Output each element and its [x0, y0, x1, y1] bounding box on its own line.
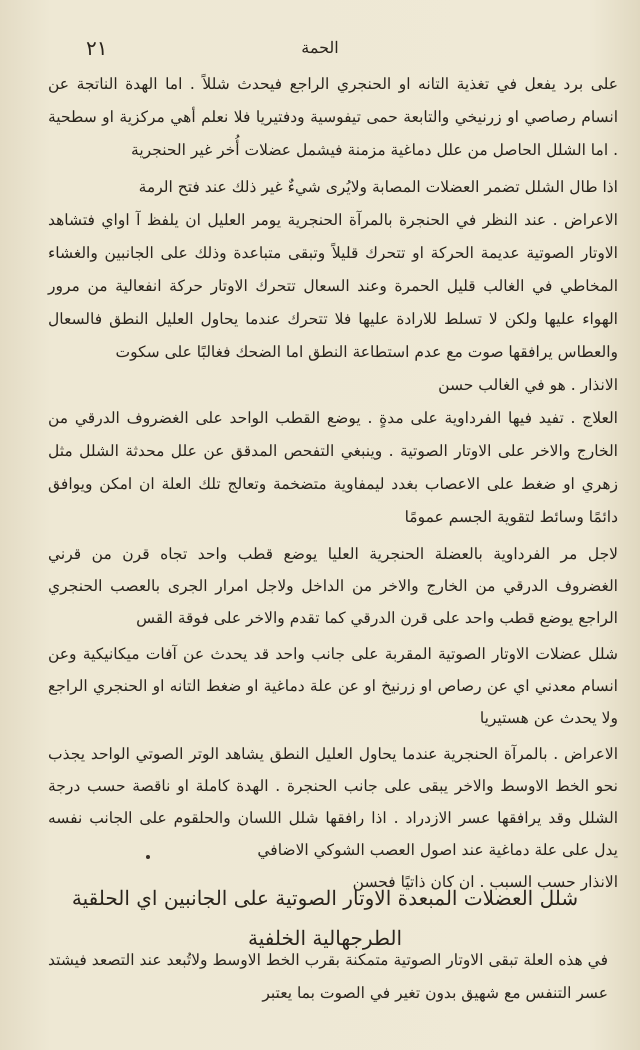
section-title: شلل العضلات المبعدة الاوتار الصوتية على الجانبين اي الحلقية الطرجهالية الخلفية: [71, 886, 579, 950]
ink-dot: [146, 855, 150, 859]
paragraph-unilateral-symptoms: الاعراض . بالمرآة الحنجرية عندما يحاول العليل النطق يشاهد الوتر الصوتي الواحد يجذب نحو الخط الاوسط والاخر يبقى على جانب الحنجرة . الهدة كاملة او ناقصة حسب درجة الشلل وقد يرافقها عسر الازدراد . اذا رافقها شلل اللسان والحلقوم على الجانب نفسه يدل على علة دماغية عند اصول العصب الشوكي الاضافي: [48, 745, 618, 859]
paragraph-electrodes: لاجل مر الفرداوية بالعضلة الحنجرية العليا يوضع قطب واحد تجاه قرن من قرني الغضروف الدرقي من الخارج والاخر من الداخل ولاجل امرار الجرى بالعصب الحنجري الراجع يوضع قطب واحد على قرن الدرقي كما تقدم والاخر على فوقة القس: [48, 545, 618, 627]
body-text: [48, 68, 618, 898]
running-head: الحمة: [301, 38, 339, 57]
paragraph-atrophy: اذا طال الشلل تضمر العضلات المصابة ولايُرى شيءٌ غير ذلك عند فتح الرمة: [138, 178, 618, 196]
paragraph-unilateral-paralysis: شلل عضلات الاوتار الصوتية المقربة على جانب واحد قد يحدث عن آفات ميكانيكية وعن انسام معدني اي عن رصاص او زرنيخ او عن علة دماغية او ضغط التانه او الحنجري الراجع ولا يحدث عن هستيريا: [48, 645, 618, 727]
paragraph-prognosis: الانذار . هو في الغالب حسن: [438, 376, 618, 394]
page-number: ٢١: [86, 36, 108, 60]
paragraph-symptoms: الاعراض . عند النظر في الحنجرة بالمرآة الحنجرية يومر العليل ان يلفظ آ اواي فتشاهد الاوتار الصوتية عديمة الحركة او تتحرك قليلاً وتبقى متباعدة وذلك على الجانبين والغشاء المخاطي في الغالب قليل الحمرة وعند السعال تتحرك الاوتار حركة انفعالية من مرور الهواء عليها ولكن لا تسلط للارادة عليها فلا تتحرك عندما يحاول العليل النطق فالسعال والعطاس يرافقها صوت مع عدم استطاعة النطق اما الضحك فغالبًا على سكوت: [48, 211, 618, 361]
paragraph-bilateral-abductor: في هذه العلة تبقى الاوتار الصوتية متمكنة بقرب الخط الاوسط ولاتُبعد عند التصعد فيشتد عسر التنفس مع شهيق بدون تغير في الصوت بما يعتبر: [48, 950, 608, 1002]
paragraph-unilateral-prognosis: الانذار حسب السبب . ان كان ذاتيًا فحسن: [352, 873, 618, 891]
paragraph-causes: على برد يفعل في تغذية التانه او الحنجري الراجع فيحدث شللاً . اما الهدة الناتجة عن انسام رصاصي او زرنيخي والتابعة حمى تيفوسية ودفتيريا فلا نعلم أهي مركزية او سطحية . اما الشلل الحاصل من علل دماغية مزمنة فيشمل عضلات أُخر غير الحنجرية: [48, 75, 618, 159]
page-header: [0, 36, 640, 66]
paragraph-treatment: العلاج . تفيد فيها الفرداوية على مدةٍ . يوضع القطب الواحد على الغضروف الدرقي من الخارج والاخر على الاوتار الصوتية . وينبغي التفحص المدقق عن علل محدثة الشلل مثل زهري او ضغط على الاعصاب بغدد ليمفاوية متضخمة وتعالج تلك العلة ان امكن ويوافق دائمًا وسائط لتقوية الجسم عمومًا: [48, 409, 618, 526]
